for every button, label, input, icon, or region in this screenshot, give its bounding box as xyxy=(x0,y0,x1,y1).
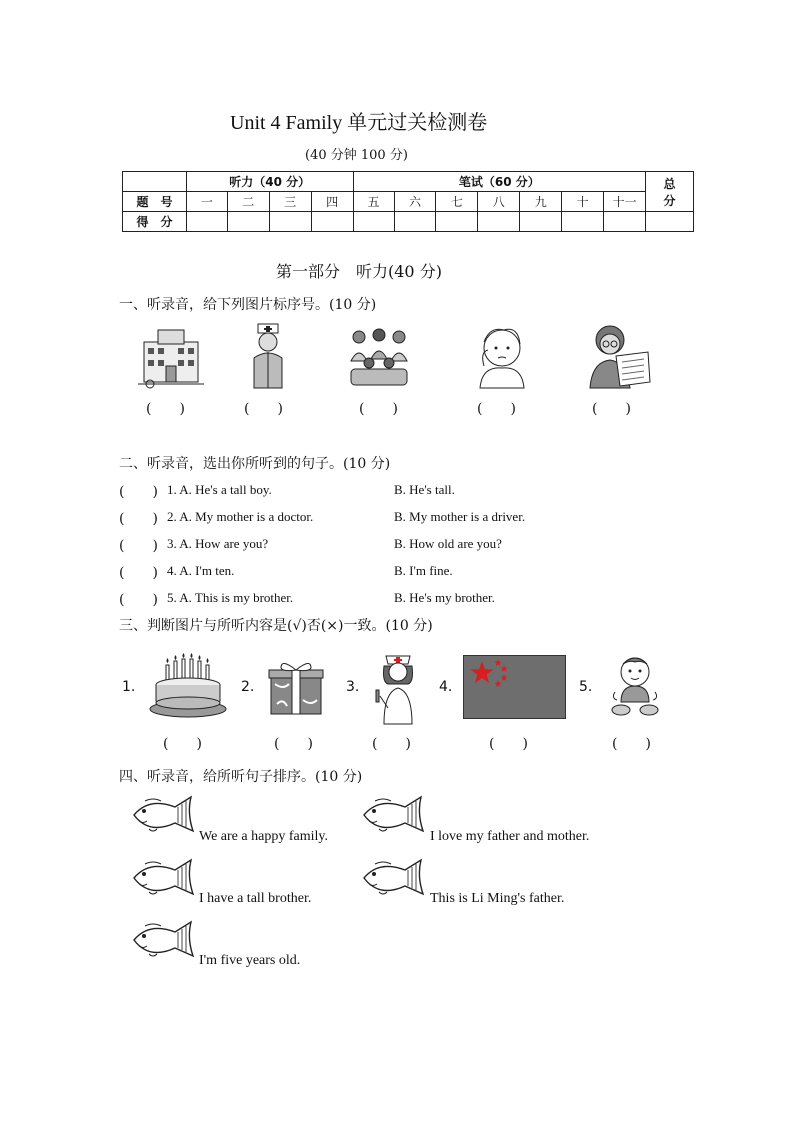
score-cell[interactable] xyxy=(436,212,478,232)
q1-answer-paren-1[interactable]: ( ) xyxy=(146,401,185,417)
grandma-reading-icon xyxy=(586,322,652,390)
score-cell[interactable] xyxy=(604,212,646,232)
q2-option-b: B. He's my brother. xyxy=(394,590,495,605)
q3-answer-paren-4[interactable]: ( ) xyxy=(489,736,528,752)
fish-answer-icon[interactable] xyxy=(361,795,427,837)
score-cell[interactable] xyxy=(269,212,311,232)
q3-number: 3. xyxy=(346,679,360,695)
q2-option-b: B. I'm fine. xyxy=(394,563,453,578)
score-table xyxy=(122,171,694,232)
score-cell[interactable] xyxy=(478,212,520,232)
q4-sentence: I'm five years old. xyxy=(199,953,301,968)
baby-icon xyxy=(607,652,663,718)
page-title: Unit 4 Family 单元过关检测卷 xyxy=(230,112,488,134)
q2-answer-paren-2[interactable]: ( ) xyxy=(119,511,158,527)
q2-option-a: 2. A. My mother is a doctor. xyxy=(167,509,314,524)
row-label-score: 得 分 xyxy=(123,212,187,232)
col-header: 十 xyxy=(562,192,604,212)
q2-answer-paren-3[interactable]: ( ) xyxy=(119,538,158,554)
q1-answer-paren-4[interactable]: ( ) xyxy=(477,401,516,417)
col-header: 四 xyxy=(311,192,353,212)
q3-answer-paren-3[interactable]: ( ) xyxy=(372,736,411,752)
q3-number: 4. xyxy=(439,679,453,695)
hospital-icon xyxy=(136,322,206,390)
fish-answer-icon[interactable] xyxy=(131,795,197,837)
birthday-cake-icon xyxy=(148,655,228,719)
q2-answer-paren-4[interactable]: ( ) xyxy=(119,565,158,581)
col-header: 三 xyxy=(269,192,311,212)
total-header xyxy=(646,172,694,212)
total-bottom: 分 xyxy=(663,193,676,208)
col-header: 二 xyxy=(227,192,269,212)
q4-sentence: We are a happy family. xyxy=(199,829,328,844)
q2-answer-paren-5[interactable]: ( ) xyxy=(119,592,158,608)
score-cell[interactable] xyxy=(646,212,694,232)
q3-answer-paren-5[interactable]: ( ) xyxy=(612,736,651,752)
q1-answer-paren-3[interactable]: ( ) xyxy=(359,401,398,417)
q1-answer-paren-5[interactable]: ( ) xyxy=(592,401,631,417)
score-cell[interactable] xyxy=(520,212,562,232)
q2-heading: 二、听录音，选出你所听到的句子。(10 分) xyxy=(119,456,391,472)
col-header: 七 xyxy=(436,192,478,212)
table-corner-cell xyxy=(123,172,187,192)
q4-heading: 四、听录音，给所听句子排序。(10 分) xyxy=(119,769,363,785)
page-subtitle: (40 分钟 100 分) xyxy=(305,148,408,163)
writing-header: 笔试（60 分） xyxy=(353,172,645,192)
q4-sentence: I love my father and mother. xyxy=(430,829,590,844)
q3-number: 2. xyxy=(241,679,255,695)
listening-header: 听力（40 分） xyxy=(186,172,353,192)
score-cell[interactable] xyxy=(353,212,394,232)
doctor-icon xyxy=(248,322,288,390)
score-cell[interactable] xyxy=(562,212,604,232)
q3-number: 1. xyxy=(122,679,136,695)
q2-option-b: B. How old are you? xyxy=(394,536,502,551)
score-cell[interactable] xyxy=(394,212,436,232)
gift-box-icon xyxy=(267,660,325,716)
q3-heading: 三、判断图片与所听内容是(√)否(×)一致。(10 分) xyxy=(119,618,433,634)
col-header: 九 xyxy=(520,192,562,212)
score-cell[interactable] xyxy=(186,212,227,232)
score-cell[interactable] xyxy=(311,212,353,232)
fish-answer-icon[interactable] xyxy=(131,858,197,900)
col-header: 一 xyxy=(186,192,227,212)
part1-title: 第一部分 听力(40 分) xyxy=(276,262,442,281)
q2-option-a: 4. A. I'm ten. xyxy=(167,563,235,578)
q1-heading: 一、听录音，给下列图片标序号。(10 分) xyxy=(119,297,377,313)
q3-number: 5. xyxy=(579,679,593,695)
col-header: 五 xyxy=(353,192,394,212)
q2-answer-paren-1[interactable]: ( ) xyxy=(119,484,158,500)
row-label-number: 题 号 xyxy=(123,192,187,212)
nurse-icon xyxy=(370,648,426,726)
fish-answer-icon[interactable] xyxy=(131,920,197,962)
q3-answer-paren-2[interactable]: ( ) xyxy=(274,736,313,752)
q4-sentence: I have a tall brother. xyxy=(199,891,312,906)
total-top: 总 xyxy=(663,176,676,191)
col-header: 六 xyxy=(394,192,436,212)
china-flag-icon xyxy=(463,655,566,719)
score-cell[interactable] xyxy=(227,212,269,232)
q2-option-a: 1. A. He's a tall boy. xyxy=(167,482,272,497)
q1-answer-paren-2[interactable]: ( ) xyxy=(244,401,283,417)
boy-thinking-icon xyxy=(472,322,528,390)
q2-option-b: B. My mother is a driver. xyxy=(394,509,526,524)
q3-answer-paren-1[interactable]: ( ) xyxy=(163,736,202,752)
col-header: 十一 xyxy=(604,192,646,212)
family-photo-icon xyxy=(347,325,411,389)
q4-sentence: This is Li Ming's father. xyxy=(430,891,565,906)
q2-option-a: 5. A. This is my brother. xyxy=(167,590,294,605)
fish-answer-icon[interactable] xyxy=(361,858,427,900)
q2-option-a: 3. A. How are you? xyxy=(167,536,269,551)
q2-option-b: B. He's tall. xyxy=(394,482,455,497)
col-header: 八 xyxy=(478,192,520,212)
